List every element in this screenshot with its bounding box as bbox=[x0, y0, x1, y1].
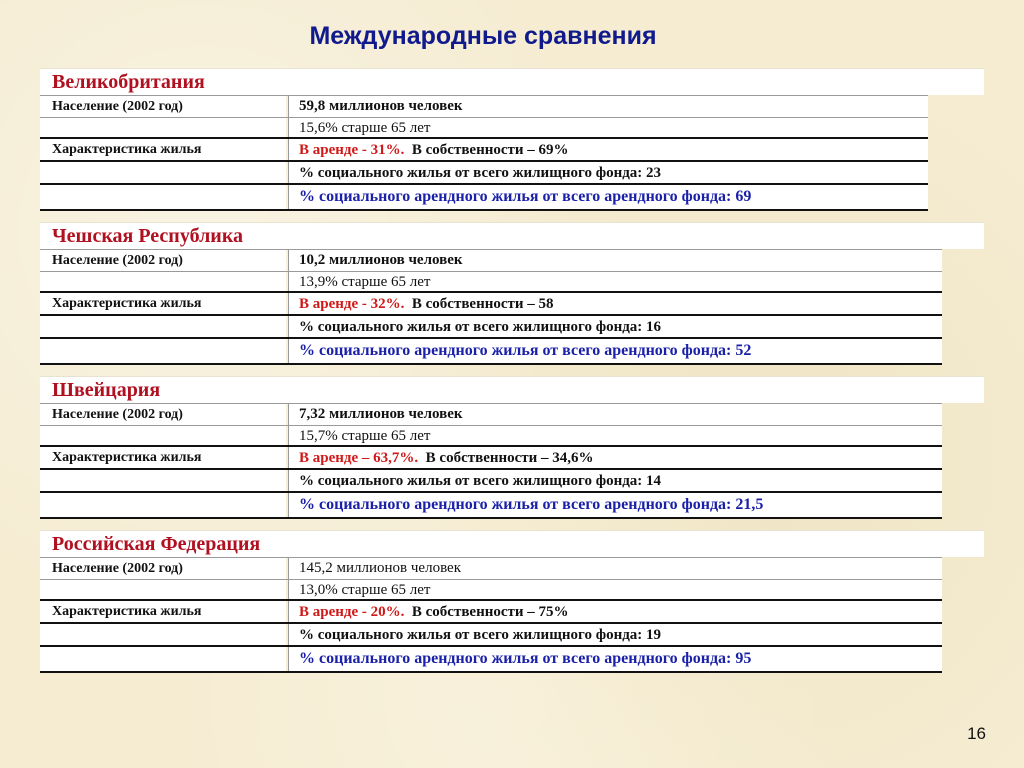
own-value: В собственности – 69% bbox=[411, 141, 569, 158]
table-row bbox=[40, 183, 928, 211]
social-value: % социального жилья от всего жилищного фонда: 19 bbox=[288, 624, 942, 646]
empty-cell bbox=[40, 118, 286, 138]
empty-cell bbox=[40, 185, 286, 209]
table-row bbox=[40, 645, 942, 673]
table-row bbox=[40, 160, 928, 184]
empty-cell bbox=[40, 316, 286, 338]
table-row bbox=[40, 337, 942, 365]
population-label: Население (2002 год) bbox=[40, 558, 286, 579]
table-row bbox=[40, 425, 942, 446]
older-value: 13,0% старше 65 лет bbox=[288, 580, 942, 600]
older-value: 13,9% старше 65 лет bbox=[288, 272, 942, 292]
country-block-switzerland bbox=[40, 376, 984, 518]
housing-label: Характеристика жилья bbox=[40, 293, 286, 315]
empty-cell bbox=[40, 272, 286, 292]
social-value: % социального жилья от всего жилищного фонда: 14 bbox=[288, 470, 942, 492]
social-value: % социального жилья от всего жилищного фонда: 23 bbox=[288, 162, 928, 184]
social-rent-value: % социального арендного жилья от всего арендного фонда: 95 bbox=[288, 647, 942, 671]
table-row bbox=[40, 599, 942, 623]
population-label: Население (2002 год) bbox=[40, 404, 286, 425]
rent-value: В аренде – 63,7%. bbox=[299, 449, 419, 466]
table-row bbox=[40, 314, 942, 338]
country-block-uk bbox=[40, 68, 984, 210]
own-value: В собственности – 75% bbox=[411, 603, 569, 620]
rent-value: В аренде - 20%. bbox=[299, 603, 405, 620]
country-header bbox=[40, 530, 984, 557]
page-number: 16 bbox=[967, 724, 986, 743]
table-row bbox=[40, 271, 942, 292]
country-block-russia bbox=[40, 530, 984, 672]
table-row bbox=[40, 468, 942, 492]
empty-cell bbox=[40, 580, 286, 600]
country-name: Российская Федерация bbox=[52, 533, 261, 555]
table-row bbox=[40, 557, 942, 579]
country-header bbox=[40, 68, 984, 95]
table-row bbox=[40, 117, 928, 138]
table-row bbox=[40, 249, 942, 271]
own-value: В собственности – 34,6% bbox=[425, 449, 594, 466]
housing-label: Характеристика жилья bbox=[40, 447, 286, 469]
empty-cell bbox=[40, 493, 286, 517]
empty-cell bbox=[40, 624, 286, 646]
housing-value bbox=[288, 447, 942, 469]
population-label: Население (2002 год) bbox=[40, 250, 286, 271]
table-row bbox=[40, 622, 942, 646]
older-value: 15,7% старше 65 лет bbox=[288, 426, 942, 446]
empty-cell bbox=[40, 339, 286, 363]
population-value: 10,2 миллионов человек bbox=[288, 250, 942, 271]
country-block-czech bbox=[40, 222, 984, 364]
own-value: В собственности – 58 bbox=[411, 295, 554, 312]
country-header bbox=[40, 376, 984, 403]
housing-label: Характеристика жилья bbox=[40, 601, 286, 623]
rent-value: В аренде - 32%. bbox=[299, 295, 405, 312]
older-value: 15,6% старше 65 лет bbox=[288, 118, 928, 138]
population-value: 145,2 миллионов человек bbox=[288, 558, 942, 579]
housing-value bbox=[288, 293, 942, 315]
population-value: 7,32 миллионов человек bbox=[288, 404, 942, 425]
social-rent-value: % социального арендного жилья от всего арендного фонда: 21,5 bbox=[288, 493, 942, 517]
empty-cell bbox=[40, 470, 286, 492]
table-row bbox=[40, 491, 942, 519]
social-rent-value: % социального арендного жилья от всего арендного фонда: 69 bbox=[288, 185, 928, 209]
table-row bbox=[40, 291, 942, 315]
housing-value bbox=[288, 139, 928, 161]
rent-value: В аренде - 31%. bbox=[299, 141, 405, 158]
population-value: 59,8 миллионов человек bbox=[288, 96, 928, 117]
table-row bbox=[40, 403, 942, 425]
country-name: Великобритания bbox=[52, 71, 205, 93]
empty-cell bbox=[40, 647, 286, 671]
social-value: % социального жилья от всего жилищного фонда: 16 bbox=[288, 316, 942, 338]
empty-cell bbox=[40, 426, 286, 446]
housing-value bbox=[288, 601, 942, 623]
country-header bbox=[40, 222, 984, 249]
housing-label: Характеристика жилья bbox=[40, 139, 286, 161]
page-title: Международные сравнения bbox=[309, 22, 657, 50]
table-row bbox=[40, 95, 928, 117]
country-name: Чешская Республика bbox=[52, 225, 244, 247]
table-row bbox=[40, 137, 928, 161]
social-rent-value: % социального арендного жилья от всего арендного фонда: 52 bbox=[288, 339, 942, 363]
empty-cell bbox=[40, 162, 286, 184]
country-name: Швейцария bbox=[52, 379, 161, 401]
population-label: Население (2002 год) bbox=[40, 96, 286, 117]
table-row bbox=[40, 579, 942, 600]
table-row bbox=[40, 445, 942, 469]
